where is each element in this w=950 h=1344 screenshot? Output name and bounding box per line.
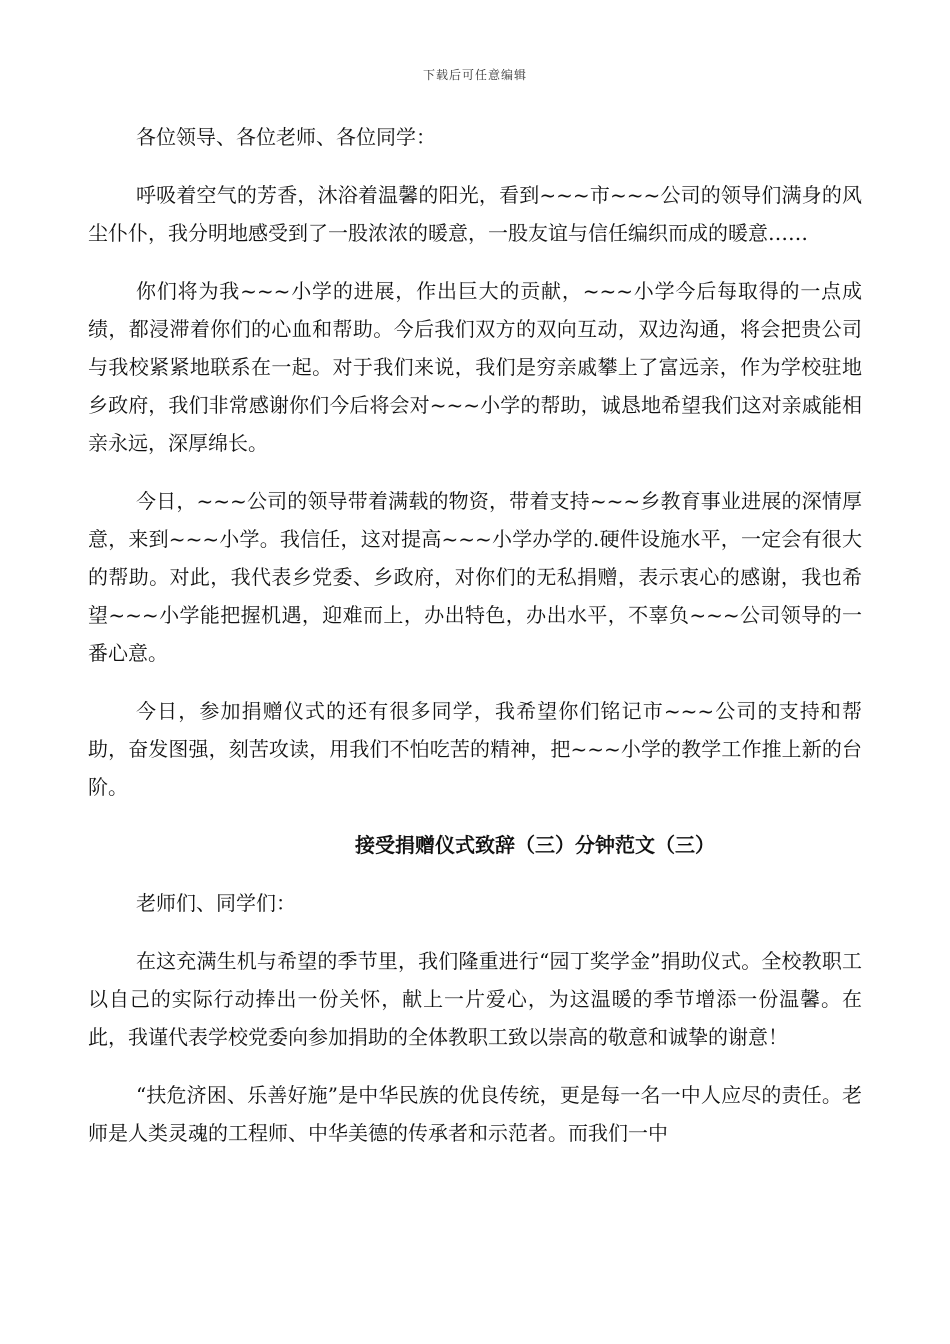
section-salutation: 老师们、同学们： [136,891,296,915]
section-paragraph-1: 在这充满生机与希望的季节里，我们隆重进行“园丁奖学金”捐助仪式。全校教职工以自己的实际行动捧出一份关怀，献上一片爱心，为这温暖的季节增添一份温馨。在此，我谨代表学校党委向参加捐助的全体教职工致以崇高的敬意和诚挚的谢意！ [88,949,862,1049]
salutation: 各位领导、各位老师、各位同学： [136,125,436,149]
paragraph-2: 你们将为我~~~小学的进展，作出巨大的贡献，~~~小学今后每取得的一点成绩，都浸滞着你们的心血和帮助。今后我们双方的双向互动，双边沟通，将会把贵公司与我校紧紧地联系在一起。对于我们来说，我们是穷亲戚攀上了富远亲，作为学校驻地乡政府，我们非常感谢你们今后将会对~~~小学的帮助，诚恳地希望我们这对亲戚能相亲永远，深厚绵长。 [88,279,862,455]
paragraph-1: 呼吸着空气的芳香，沐浴着温馨的阳光，看到~~~市~~~公司的领导们满身的风尘仆仆，我分明地感受到了一股浓浓的暖意，一股友谊与信任编织而成的暖意…… [88,183,862,245]
section-title: 接受捐赠仪式致辞（三）分钟范文（三） [355,833,715,857]
paragraph-3: 今日，~~~公司的领导带着满载的物资，带着支持~~~乡教育事业进展的深情厚意，来到~~~小学。我信任，这对提高~~~小学办学的.硬件设施水平，一定会有很大的帮助。对此，我代表乡党委、乡政府，对你们的无私捐赠，表示衷心的感谢，我也希望~~~小学能把握机遇，迎难而上，办出特色，办出水平，不辜负~~~公司领导的一番心意。 [88,489,862,665]
paragraph-4: 今日，参加捐赠仪式的还有很多同学，我希望你们铭记市~~~公司的支持和帮助，奋发图强，刻苦攻读，用我们不怕吃苦的精神，把~~~小学的教学工作推上新的台阶。 [88,699,862,799]
document-body [88,118,862,1172]
section-paragraph-2: “扶危济困、乐善好施”是中华民族的优良传统，更是每一名一中人应尽的责任。老师是人类灵魂的工程师、中华美德的传承者和示范者。而我们一中 [88,1083,862,1145]
page-header-note: 下载后可任意编辑 [422,68,527,82]
